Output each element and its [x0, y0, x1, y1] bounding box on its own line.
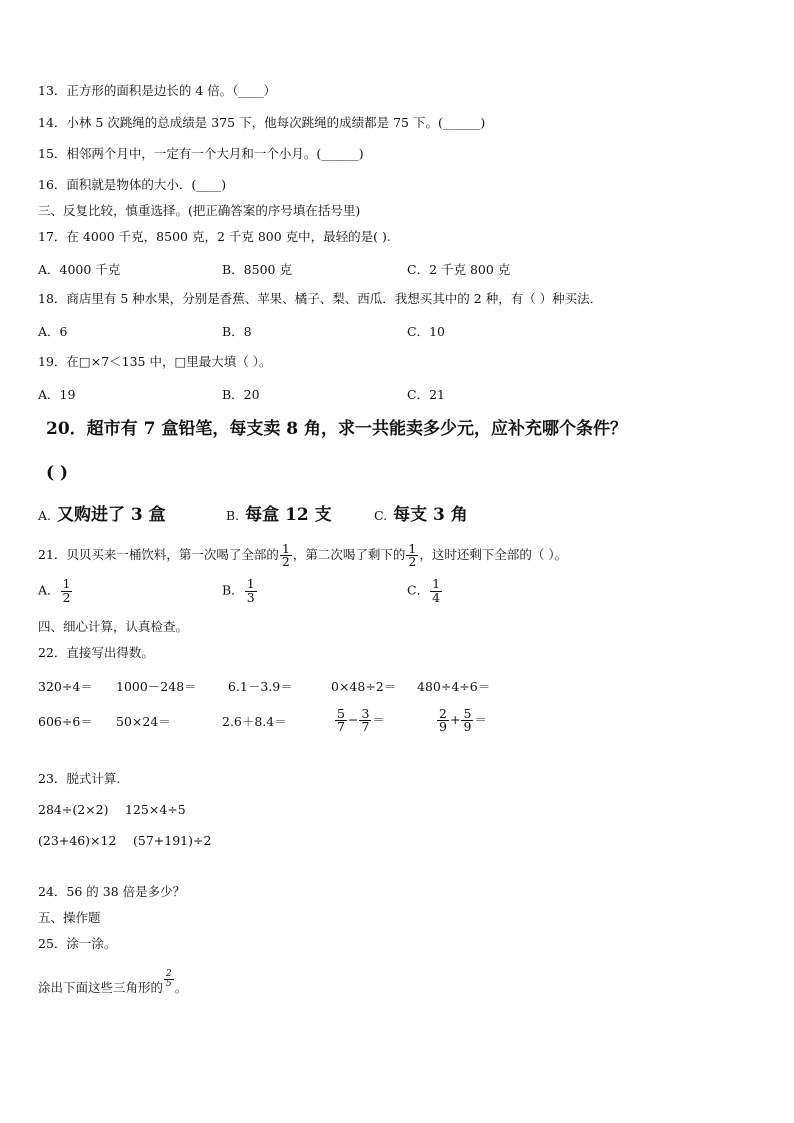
q22-fb-frac-2 [461, 705, 473, 734]
q23-item-3: (23+46)×12 [38, 833, 117, 848]
q22-fa-eq: ＝ [372, 712, 385, 727]
section-3-heading: 三、反复比较，慎重选择。(把正确答案的序号填在括号里) [38, 203, 361, 218]
q23-item-4: (57+191)÷2 [133, 833, 212, 848]
q20-option-b-text: 每盒 12 支 [245, 505, 332, 525]
q21-option-b-numerator: 1 [246, 576, 255, 591]
q23-item-1: 284÷(2×2) [38, 802, 109, 817]
q21-option-b-letter: B． [222, 582, 244, 598]
q23-stem: 23．脱式计算. [38, 771, 121, 786]
q19-option-b: B．20 [222, 387, 260, 402]
q25-instruction-end: 。 [174, 980, 188, 995]
q21-text-1: 21．贝贝买来一桶饮料，第一次喝了全部的 [38, 547, 279, 562]
q21-option-c-numerator: 1 [432, 576, 441, 591]
q18-option-b: B．8 [222, 324, 252, 339]
q23-item-2: 125×4÷5 [125, 802, 186, 817]
q18-stem: 18．商店里有 5 种水果，分别是香蕉、苹果、橘子、梨、西瓜．我想买其中的 2 种，有（ ）种买法． [38, 291, 603, 306]
q25-fraction-numerator: 2 [166, 969, 172, 979]
q22-fa-d1: 7 [337, 719, 345, 734]
q22-item-7: 50×24＝ [116, 714, 171, 729]
q21-option-c-fraction [430, 578, 442, 604]
q21-option-c-denominator: 4 [432, 589, 441, 605]
q24: 24．56 的 38 倍是多少？ [38, 884, 186, 899]
q21-stem [38, 536, 567, 574]
q21-fraction-1 [280, 540, 292, 569]
q21-option-a-letter: A． [38, 582, 60, 598]
q25-instruction-text: 涂出下面这些三角形的 [38, 980, 164, 995]
q22-fraction-expr-b [436, 700, 487, 740]
q20-option-a [38, 500, 166, 525]
q17-stem: 17．在 4000 千克，8500 克，2 千克 800 克中，最轻的是( ). [38, 229, 391, 244]
q19-option-a: A．19 [38, 387, 76, 402]
q22-item-3: 6.1－3.9＝ [228, 679, 293, 694]
q21-option-c-letter: C． [407, 582, 430, 598]
q21-option-c [407, 578, 443, 604]
q22-fb-frac-1 [437, 705, 449, 734]
q22-fb-n2: 5 [463, 705, 472, 721]
q22-fb-d1: 9 [439, 719, 447, 734]
section-4-heading: 四、细心计算，认真检查。 [38, 619, 189, 634]
section-5-heading: 五、操作题 [38, 910, 101, 925]
q22-item-2: 1000－248＝ [116, 679, 197, 694]
q22-fa-d2: 7 [361, 719, 370, 734]
q22-fb-op: + [449, 712, 461, 727]
q20-option-a-text: 又购进了 3 盒 [57, 505, 166, 525]
q18-option-c: C．10 [407, 324, 445, 339]
q21-option-b-denominator: 3 [246, 589, 255, 605]
q22-item-8: 2.6＋8.4＝ [222, 714, 287, 729]
q22-item-6: 606÷6＝ [38, 714, 93, 729]
q25: 25．涂一涂。 [38, 936, 117, 951]
q21-text-3: ，这时还剩下全部的（ ）。 [419, 547, 568, 562]
q22-fa-op: − [347, 712, 359, 727]
q19-option-c: C．21 [407, 387, 445, 402]
q18-option-a: A．6 [38, 324, 68, 339]
q22-item-1: 320÷4＝ [38, 679, 93, 694]
q22-stem: 22．直接写出得数。 [38, 645, 154, 660]
q25-instruction [38, 968, 187, 1008]
q22-fa-n1: 5 [337, 705, 345, 721]
q21-option-b-fraction [245, 578, 257, 604]
q14: 14．小林 5 次跳绳的总成绩是 375 下，他每次跳绳的成绩都是 75 下。(______) [38, 115, 486, 130]
q20-option-b-letter: B. [226, 508, 240, 523]
q21-option-a-numerator: 1 [62, 576, 71, 591]
q20-stem: 20．超市有 7 盒铅笔，每支卖 8 角，求一共能卖多少元，应补充哪个条件？ [46, 419, 627, 439]
q17-option-a: A．4000 千克 [38, 262, 121, 277]
q22-fa-frac-1 [335, 705, 347, 734]
q25-fraction [164, 970, 174, 989]
q21-option-a [38, 578, 73, 604]
q21-option-a-denominator: 2 [62, 589, 71, 605]
q22-fa-n2: 3 [361, 705, 370, 721]
q13: 13．正方形的面积是边长的 4 倍。（____） [38, 83, 277, 98]
q21-option-b [222, 578, 258, 604]
q22-fb-n1: 2 [439, 705, 447, 721]
q17-option-b: B．8500 克 [222, 262, 292, 277]
q17-option-c: C．2 千克 800 克 [407, 262, 511, 277]
q21-option-a-fraction [61, 578, 73, 604]
q22-item-5: 480÷4÷6＝ [417, 679, 491, 694]
q15: 15．相邻两个月中，一定有一个大月和一个小月。(______) [38, 146, 364, 161]
q20-option-b [226, 500, 332, 525]
q22-fb-d2: 9 [463, 719, 472, 734]
q16: 16．面积就是物体的大小．(____) [38, 177, 227, 192]
q21-fraction-1-numerator: 1 [281, 540, 290, 556]
q21-fraction-2 [406, 540, 418, 569]
q19-stem: 19．在□×7＜135 中，□里最大填（ ）。 [38, 354, 272, 369]
q22-fraction-expr-a [334, 700, 385, 740]
q21-fraction-2-denominator: 2 [408, 554, 417, 569]
q22-fb-eq: ＝ [474, 712, 487, 727]
q22-item-4: 0×48÷2＝ [331, 679, 397, 694]
q20-option-a-letter: A. [38, 508, 52, 523]
q20-option-c-text: 每支 3 角 [393, 505, 468, 525]
q20-option-c [374, 500, 468, 525]
q21-text-2: ，第二次喝了剩下的 [292, 547, 406, 562]
q21-fraction-1-denominator: 2 [281, 554, 290, 569]
q21-fraction-2-numerator: 1 [408, 540, 417, 556]
q22-fa-frac-2 [359, 705, 371, 734]
q25-fraction-denominator: 5 [166, 979, 172, 989]
q20-option-c-letter: C. [374, 508, 388, 523]
q20-answer-paren: ( ) [46, 463, 69, 483]
